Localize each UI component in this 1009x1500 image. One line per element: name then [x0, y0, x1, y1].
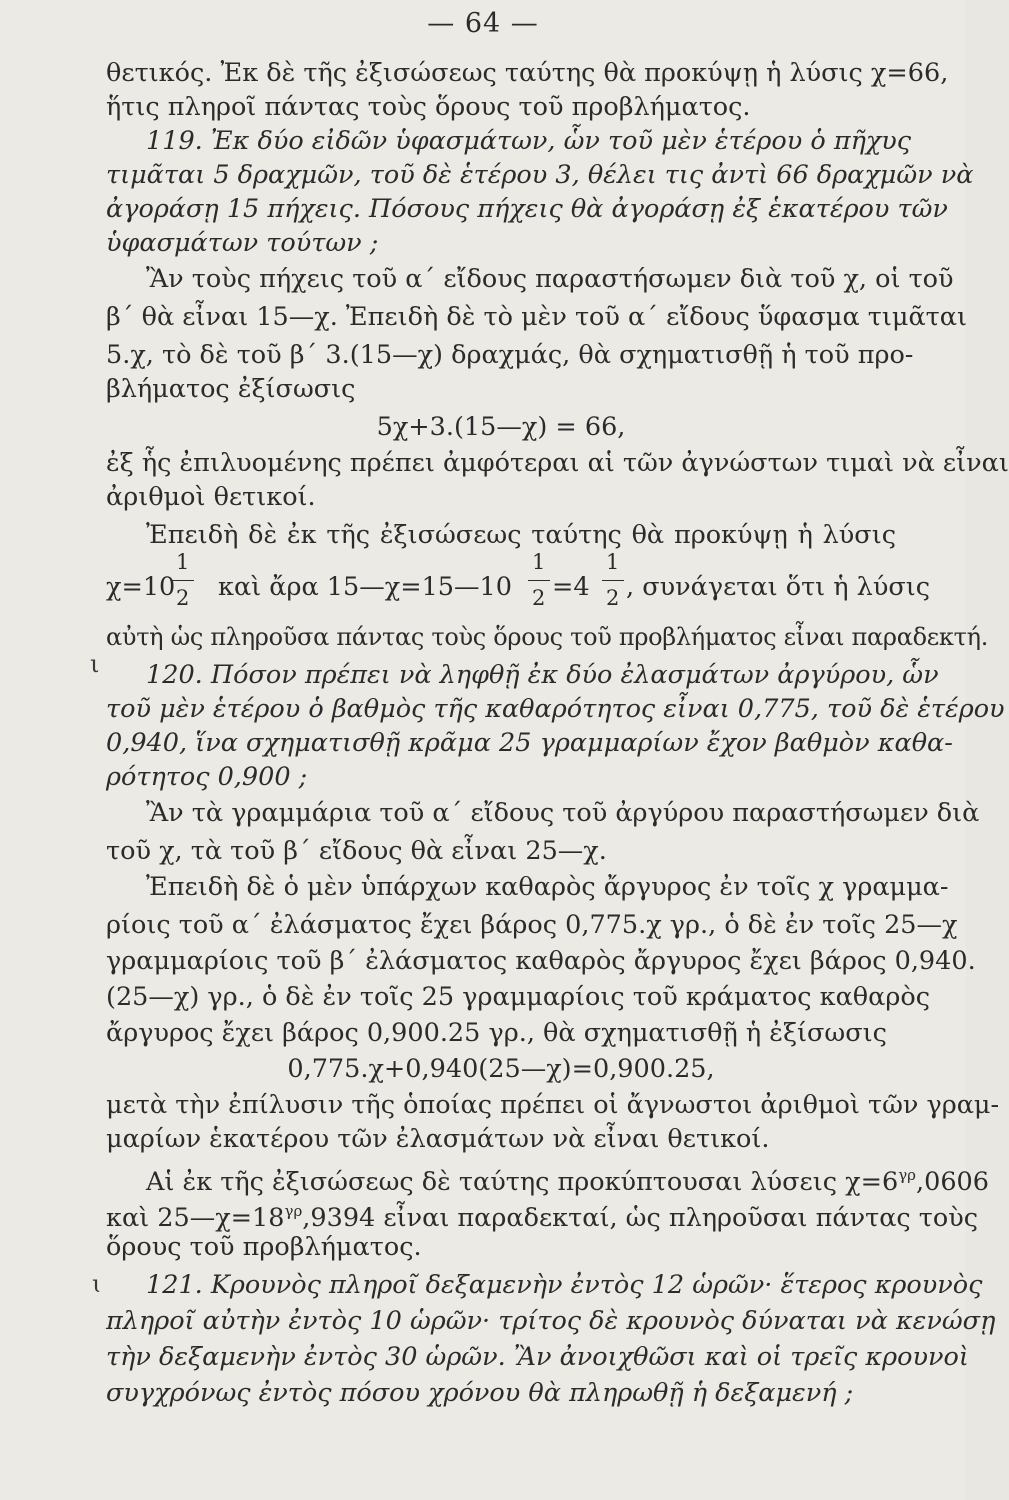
fraction-numerator: 1	[606, 550, 620, 574]
fraction-denominator: 2	[606, 586, 620, 610]
text-line: ἐξ ἧς ἐπιλυομένης πρέπει ἀμφότεραι αἱ τῶν ἀγνώστων τιμαὶ νὰ εἶναι	[106, 448, 1009, 478]
text-line: τὴν δεξαμενὴν ἐντὸς 30 ὡρῶν. Ἂν ἀνοιχθῶσι καὶ οἱ τρεῖς κρουνοὶ	[106, 1342, 969, 1372]
text-line: ὅρους τοῦ προβλήματος.	[106, 1232, 422, 1262]
text-line: μετὰ τὴν ἐπίλυσιν τῆς ὁποίας πρέπει οἱ ἄγνωστοι ἀριθμοὶ τῶν γραμ-	[106, 1090, 1000, 1120]
text-line: συγχρόνως ἐντὸς πόσου χρόνου θὰ πληρωθῇ ἡ δεξαμενή ;	[106, 1378, 854, 1408]
fraction-line	[106, 550, 931, 620]
text-line: (25—χ) γρ., ὁ δὲ ἐν τοῖς 25 γραμμαρίοις τοῦ κράματος καθαρὸς	[106, 982, 930, 1012]
text-line: βλήματος ἐξίσωσις	[106, 374, 356, 404]
text-line: Ἐπειδὴ δὲ ἐκ τῆς ἐξισώσεως ταύτης θὰ προκύψῃ ἡ λύσις	[146, 520, 896, 550]
page-number: — 64 —	[427, 8, 539, 39]
problem-121-line: 121. Κρουνὸς πληροῖ δεξαμενὴν ἐντὸς 12 ὡρῶν· ἕτερος κρουνὸς	[146, 1270, 983, 1300]
fraction-bar	[172, 580, 194, 581]
text-line: 5.χ, τὸ δὲ τοῦ β΄ 3.(15—χ) δραχμάς, θὰ σχηματισθῇ ἡ τοῦ προ-	[106, 340, 914, 370]
text-line: μαρίων ἑκατέρου τῶν ἐλασμάτων νὰ εἶναι θετικοί.	[106, 1124, 770, 1154]
solutions-line-2	[106, 1194, 979, 1235]
solutions-text: καὶ 25—χ=18	[106, 1203, 285, 1233]
solutions-value: ,9394 εἶναι παραδεκταί, ὡς πληροῦσαι πάντας τοὺς	[302, 1203, 979, 1233]
text-line: ρίοις τοῦ α΄ ἐλάσματος ἔχει βάρος 0,775.χ γρ., ὁ δὲ ἐν τοῖς 25—χ	[106, 910, 958, 940]
text-line: ἀριθμοὶ θετικοί.	[106, 482, 316, 512]
solutions-text: Αἱ ἐκ τῆς ἐξισώσεως δὲ ταύτης προκύπτουσαι λύσεις χ=6	[146, 1167, 899, 1197]
text-line: ρότητος 0,900 ;	[106, 762, 308, 792]
text-line: Ἂν τὰ γραμμάρια τοῦ α΄ εἴδους τοῦ ἀργύρου παραστήσωμεν διὰ	[146, 798, 980, 828]
fraction-numerator: 1	[176, 550, 190, 574]
equation: 0,775.χ+0,940(25—χ)=0,900.25,	[287, 1054, 715, 1084]
text-line: τοῦ μὲν ἑτέρου ὁ βαθμὸς τῆς καθαρότητος εἶναι 0,775, τοῦ δὲ ἑτέρου	[106, 694, 1005, 724]
fraction-bar	[528, 580, 550, 581]
unit-superscript: γρ	[284, 1202, 303, 1220]
fraction-text-b: καὶ ἄρα 15—χ=15—10	[218, 572, 512, 602]
unit-superscript: γρ	[898, 1166, 916, 1184]
solutions-value: ,0606	[916, 1167, 990, 1197]
text-line: αὐτὴ ὡς πληροῦσα πάντας τοὺς ὅρους τοῦ προβλήματος εἶναι παραδεκτή.	[106, 623, 989, 651]
text-line: 0,940, ἵνα σχηματισθῇ κρᾶμα 25 γραμμαρίων ἔχον βαθμὸν καθα-	[106, 728, 953, 758]
problem-119-line: 119. Ἐκ δύο εἰδῶν ὑφασμάτων, ὧν τοῦ μὲν ἑτέρου ὁ πῆχυς	[146, 126, 912, 156]
text-line: ἥτις πληροῖ πάντας τοὺς ὅρους τοῦ προβλήματος.	[106, 92, 751, 122]
margin-mark: ι	[90, 650, 100, 678]
fraction-bar	[602, 580, 624, 581]
text-line: τοῦ χ, τὰ τοῦ β΄ εἴδους θὰ εἶναι 25—χ.	[106, 836, 607, 866]
text-line: τιμᾶται 5 δραχμῶν, τοῦ δὲ ἑτέρου 3, θέλει τις ἀντὶ 66 δραχμῶν νὰ	[106, 160, 974, 190]
text-line: β΄ θὰ εἶναι 15—χ. Ἐπειδὴ δὲ τὸ μὲν τοῦ α΄ εἴδους ὕφασμα τιμᾶται	[106, 302, 967, 332]
text-line: ἀγοράσῃ 15 πήχεις. Πόσους πήχεις θὰ ἀγοράσῃ ἐξ ἑκατέρου τῶν	[106, 194, 948, 224]
fraction-text-a: χ=10	[106, 572, 176, 602]
text-line: Ἐπειδὴ δὲ ὁ μὲν ὑπάρχων καθαρὸς ἄργυρος ἐν τοῖς χ γραμμα-	[146, 872, 949, 902]
fraction-numerator: 1	[532, 550, 546, 574]
fraction-text-c: =4	[552, 572, 590, 602]
text-line: Ἂν τοὺς πήχεις τοῦ α΄ εἴδους παραστήσωμεν διὰ τοῦ χ, οἱ τοῦ	[146, 264, 954, 294]
text-line: ἄργυρος ἔχει βάρος 0,900.25 γρ., θὰ σχηματισθῇ ἡ ἐξίσωσις	[106, 1018, 887, 1048]
fraction-denominator: 2	[532, 586, 546, 610]
text-line: γραμμαρίοις τοῦ β΄ ἐλάσματος καθαρὸς ἄργυρος ἔχει βάρος 0,940.	[106, 946, 976, 976]
problem-120-line: 120. Πόσον πρέπει νὰ ληφθῇ ἐκ δύο ἐλασμάτων ἀργύρου, ὧν	[146, 660, 939, 690]
equation: 5χ+3.(15—χ) = 66,	[376, 412, 626, 442]
fraction-denominator: 2	[176, 586, 190, 610]
text-line: ὑφασμάτων τούτων ;	[106, 228, 379, 258]
fraction-text-d: , συνάγεται ὅτι ἡ λύσις	[626, 572, 931, 602]
text-line: πληροῖ αὐτὴν ἐντὸς 10 ὡρῶν· τρίτος δὲ κρουνὸς δύναται νὰ κενώσῃ	[106, 1306, 996, 1336]
text-line: θετικός. Ἐκ δὲ τῆς ἐξισώσεως ταύτης θὰ προκύψῃ ἡ λύσις χ=66,	[106, 58, 949, 88]
margin-mark: ɩ	[92, 1270, 102, 1298]
